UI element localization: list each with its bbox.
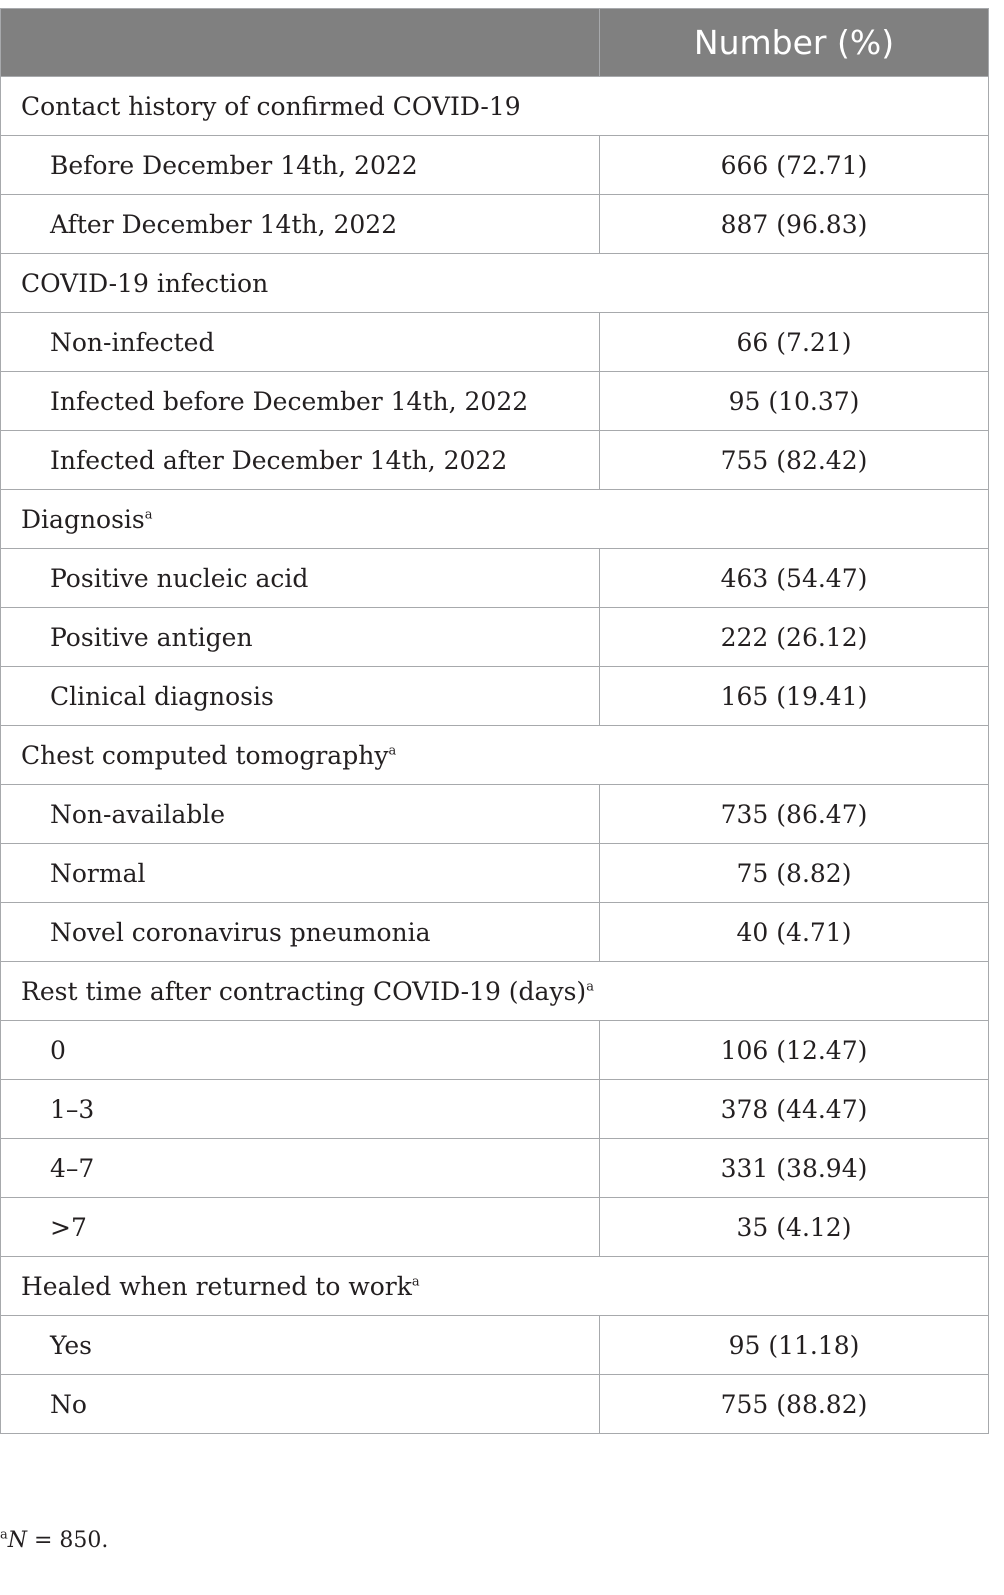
group-label-text: Diagnosis [21, 504, 145, 534]
table-group-row [1, 77, 989, 136]
footnote-text: = 850. [27, 1528, 109, 1553]
row-label: Yes [1, 1316, 600, 1375]
table-row [1, 313, 989, 372]
table-group-row [1, 1257, 989, 1316]
table-group-row [1, 490, 989, 549]
header-col-1 [1, 9, 600, 77]
table-row [1, 903, 989, 962]
group-label-text: Contact history of confirmed COVID-19 [21, 91, 521, 121]
row-label: Positive nucleic acid [1, 549, 600, 608]
row-value: 106 (12.47) [600, 1021, 989, 1080]
table-row [1, 1375, 989, 1434]
row-label: 0 [1, 1021, 600, 1080]
row-value: 95 (11.18) [600, 1316, 989, 1375]
data-table-container [0, 8, 988, 1434]
row-value: 331 (38.94) [600, 1139, 989, 1198]
row-label: Infected before December 14th, 2022 [1, 372, 600, 431]
row-value: 95 (10.37) [600, 372, 989, 431]
row-label: Before December 14th, 2022 [1, 136, 600, 195]
row-label: Novel coronavirus pneumonia [1, 903, 600, 962]
row-label: 1–3 [1, 1080, 600, 1139]
row-label: Non-available [1, 785, 600, 844]
table-group-row [1, 962, 989, 1021]
table-group-row [1, 726, 989, 785]
row-label: >7 [1, 1198, 600, 1257]
row-value: 75 (8.82) [600, 844, 989, 903]
table-row [1, 844, 989, 903]
table-row [1, 785, 989, 844]
table-row [1, 372, 989, 431]
row-value: 40 (4.71) [600, 903, 989, 962]
table-row [1, 431, 989, 490]
table-body [1, 77, 989, 1434]
row-value: 222 (26.12) [600, 608, 989, 667]
data-table [0, 8, 989, 1434]
footnote-superscript: a [586, 979, 594, 995]
group-label-text: COVID-19 infection [21, 268, 269, 298]
table-row [1, 1021, 989, 1080]
group-label [1, 1257, 989, 1316]
table-row [1, 1139, 989, 1198]
row-value: 66 (7.21) [600, 313, 989, 372]
group-label [1, 962, 989, 1021]
row-label: Clinical diagnosis [1, 667, 600, 726]
row-label: Non-infected [1, 313, 600, 372]
row-value: 666 (72.71) [600, 136, 989, 195]
table-row [1, 1080, 989, 1139]
table-row [1, 1198, 989, 1257]
row-label: Positive antigen [1, 608, 600, 667]
row-value: 165 (19.41) [600, 667, 989, 726]
row-label: Infected after December 14th, 2022 [1, 431, 600, 490]
header-col-number: Number (%) [600, 9, 989, 77]
table-row [1, 136, 989, 195]
row-value: 463 (54.47) [600, 549, 989, 608]
row-label: 4–7 [1, 1139, 600, 1198]
row-label: Normal [1, 844, 600, 903]
row-value: 378 (44.47) [600, 1080, 989, 1139]
group-label-text: Chest computed tomography [21, 740, 389, 770]
group-label [1, 726, 989, 785]
row-value: 735 (86.47) [600, 785, 989, 844]
footnote-superscript: a [388, 743, 397, 759]
table-row [1, 608, 989, 667]
row-value: 887 (96.83) [600, 195, 989, 254]
group-label [1, 490, 989, 549]
table-header-row [1, 9, 989, 77]
footnote-superscript: a [144, 507, 153, 523]
row-label: After December 14th, 2022 [1, 195, 600, 254]
table-row [1, 195, 989, 254]
group-label-text: Rest time after contracting COVID-19 (days) [21, 976, 587, 1006]
row-value: 755 (88.82) [600, 1375, 989, 1434]
group-label-text: Healed when returned to work [21, 1271, 412, 1301]
group-label [1, 77, 989, 136]
table-row [1, 549, 989, 608]
footnote-variable: N [7, 1528, 28, 1553]
table-group-row [1, 254, 989, 313]
table-footnote [0, 1528, 108, 1553]
footnote-superscript: a [411, 1274, 420, 1290]
table-row [1, 667, 989, 726]
group-label [1, 254, 989, 313]
row-value: 35 (4.12) [600, 1198, 989, 1257]
row-value: 755 (82.42) [600, 431, 989, 490]
footnote-mark: a [0, 1527, 8, 1543]
row-label: No [1, 1375, 600, 1434]
table-row [1, 1316, 989, 1375]
